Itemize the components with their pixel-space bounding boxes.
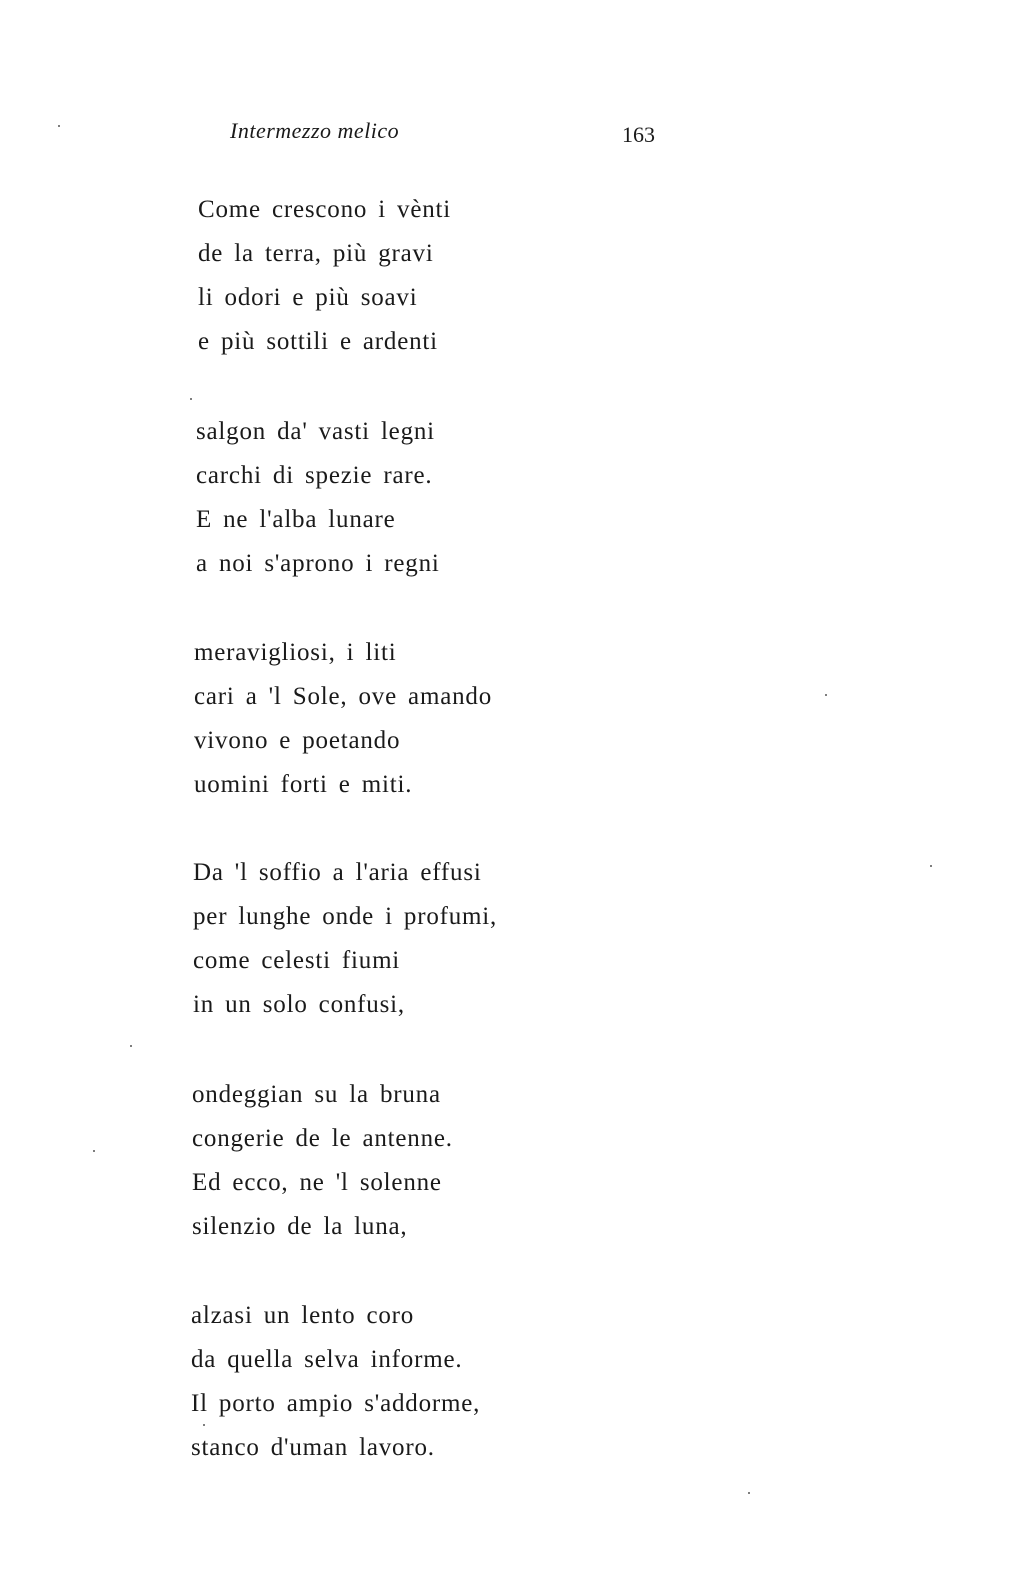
verse-line: e più sottili e ardenti [198, 328, 438, 355]
verse-line: uomini forti e miti. [194, 771, 413, 798]
verse-line: Ed ecco, ne 'l solenne [192, 1169, 442, 1196]
verse-line: stanco d'uman lavoro. [191, 1434, 435, 1461]
verse-line: carchi di spezie rare. [196, 462, 433, 489]
scan-speck [203, 1424, 205, 1426]
verse-line: da quella selva informe. [191, 1346, 463, 1373]
verse-line: in un solo confusi, [193, 991, 405, 1018]
verse-line: come celesti fiumi [193, 947, 401, 974]
scan-speck [130, 1045, 132, 1047]
verse-line: E ne l'alba lunare [196, 506, 396, 533]
scan-speck [930, 865, 932, 867]
scan-speck [825, 694, 827, 696]
scan-speck [748, 1492, 750, 1494]
verse-line: per lunghe onde i profumi, [193, 903, 498, 930]
verse-line: Il porto ampio s'addorme, [191, 1390, 481, 1417]
verse-line: vivono e poetando [194, 727, 401, 754]
verse-line: meravigliosi, i liti [194, 639, 397, 666]
scan-speck [58, 125, 60, 127]
verse-line: cari a 'l Sole, ove amando [194, 683, 492, 710]
verse-line: Come crescono i vènti [198, 196, 452, 223]
running-title: Intermezzo melico [230, 118, 400, 143]
verse-line: silenzio de la luna, [192, 1213, 408, 1240]
scan-speck [190, 398, 192, 400]
verse-line: a noi s'aprono i regni [196, 550, 440, 577]
verse-line: de la terra, più gravi [198, 240, 434, 267]
verse-line: Da 'l soffio a l'aria effusi [193, 859, 482, 886]
verse-line: salgon da' vasti legni [196, 418, 435, 445]
verse-line: ondeggian su la bruna [192, 1081, 441, 1108]
verse-line: congerie de le antenne. [192, 1125, 453, 1152]
verse-line: li odori e più soavi [198, 284, 418, 311]
verse-line: alzasi un lento coro [191, 1302, 415, 1329]
page-number: 163 [622, 122, 655, 147]
scan-speck [93, 1150, 95, 1152]
